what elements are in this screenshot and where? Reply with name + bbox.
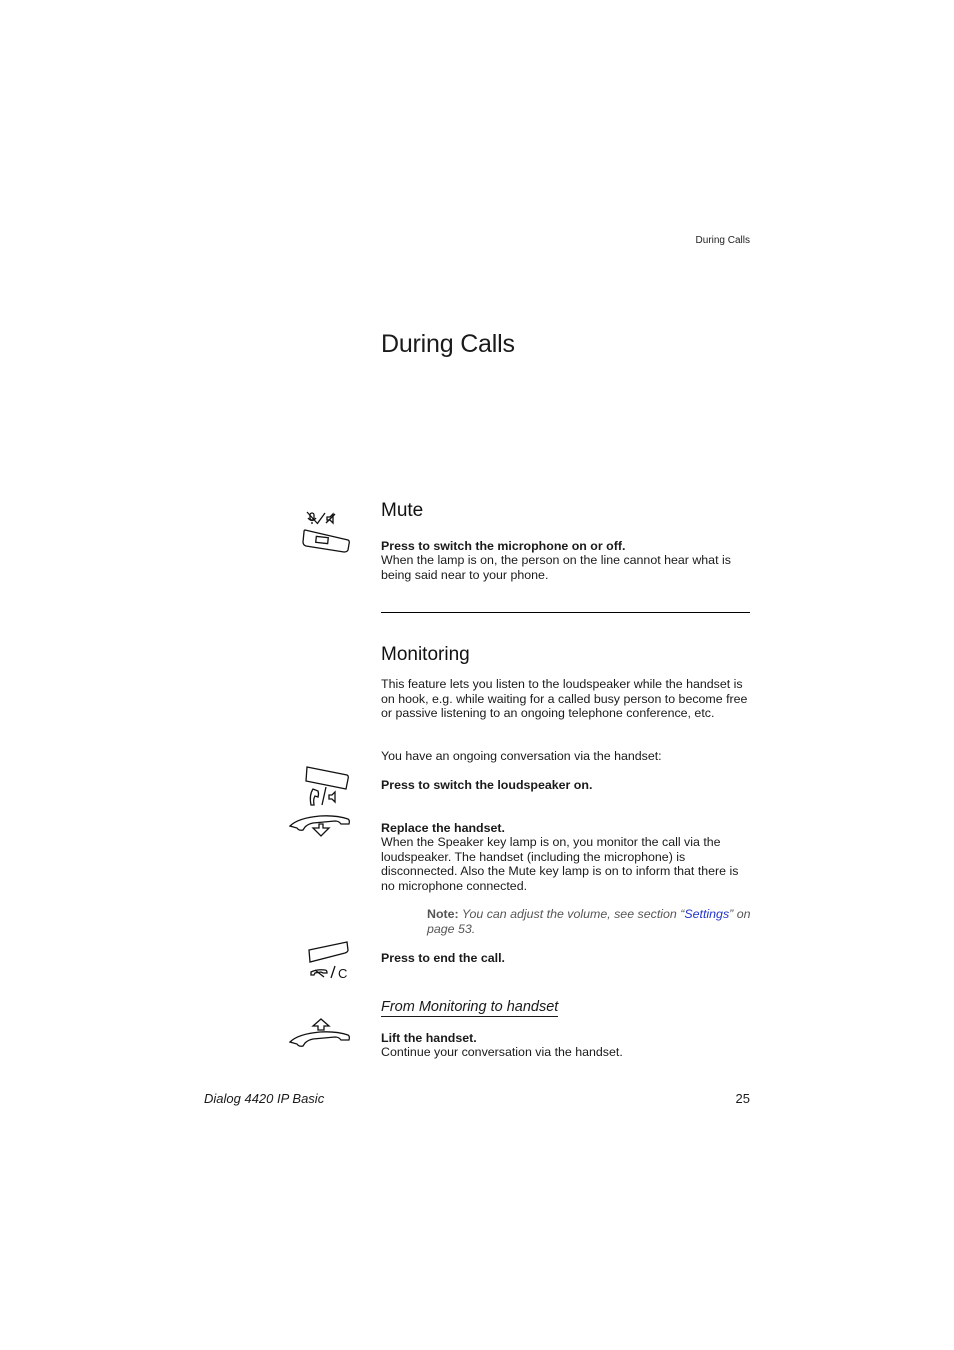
step-speaker-on: Press to switch the loudspeaker on. (381, 778, 593, 792)
mute-heading: Mute (381, 500, 424, 521)
running-head: During Calls (695, 235, 750, 246)
end-call-key-icon (305, 940, 353, 982)
note-text: You can adjust the volume, see section “ (461, 907, 685, 921)
handset-down-icon (287, 814, 351, 840)
monitoring-intro: This feature lets you listen to the loudspeaker while the handset is on hook, e.g. while waiting for a called busy person to become free or passive listening to an ongoing telephone conference, etc. (381, 677, 748, 720)
monitoring-heading: Monitoring (381, 644, 470, 665)
sub-heading: From Monitoring to handset (381, 999, 559, 1015)
step-end-call: Press to end the call. (381, 951, 505, 965)
footer-product: Dialog 4420 IP Basic (204, 1091, 325, 1106)
step-replace-handset-title: Replace the handset. (381, 821, 505, 835)
step-replace-handset-desc: When the Speaker key lamp is on, you monitor the call via the loudspeaker. The handset (including the microphone) is disconnected. Also the Mute key lamp is on to inform that there is no microphone connected. (381, 835, 739, 893)
monitoring-context: You have an ongoing conversation via the handset: (381, 749, 662, 763)
section-divider (381, 612, 750, 613)
step-lift-handset-title: Lift the handset. (381, 1031, 477, 1045)
handset-lift-icon (287, 1017, 351, 1047)
speaker-key-icon (303, 765, 351, 807)
note-text-end: ” on page 53. (427, 907, 751, 936)
note-label: Note: (427, 907, 459, 921)
note (427, 907, 751, 937)
svg-text:C: C (338, 966, 348, 981)
mute-description: When the lamp is on, the person on the line cannot hear what is being said near to your phone. (381, 553, 731, 582)
step-lift-handset-desc: Continue your conversation via the handset. (381, 1045, 623, 1059)
chapter-title: During Calls (381, 330, 515, 358)
settings-link[interactable]: Settings (684, 907, 730, 921)
mute-instruction: Press to switch the microphone on or off. (381, 539, 626, 553)
mute-key-icon (300, 510, 352, 556)
page-number: 25 (735, 1091, 750, 1106)
